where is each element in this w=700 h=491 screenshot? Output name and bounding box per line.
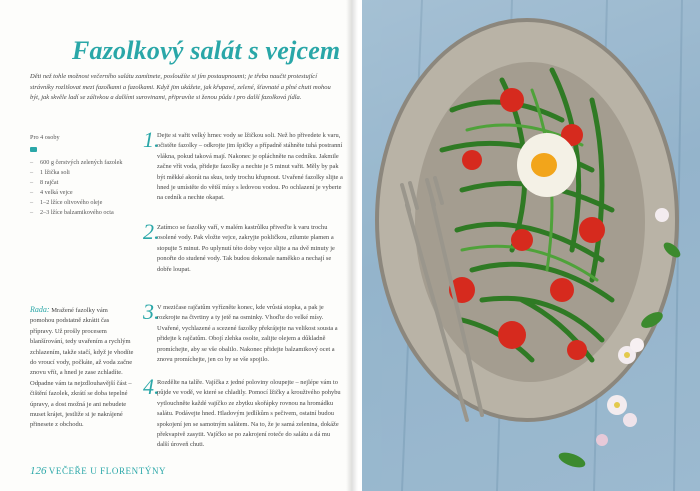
step-2	[143, 219, 343, 275]
tip-text: Mražené fazolky vám pomohou podstatně zkrátit čas přípravy. Už prošly procesem blanšírování, tedy uvařením a rychlým zchlazením, takže stačí, když je vhodíte do vroucí vody, počkáte, až voda začne znovu vřít, a hned je zase zchladíte. Odpadne vám ta nejzdlouhavější část – čištění fazolek, zkrátí se doba tepelné úpravy, a dost možná je ani nebudete muset krájet, jestliže si je nakrájené přinesete z obchodu.	[30, 307, 134, 429]
servings-label: Pro 4 osoby	[30, 134, 60, 141]
ingredient-item: – 8 rajčat	[30, 178, 130, 188]
page-number: 126	[30, 465, 47, 477]
step-text: Rozdělte na talíře. Vajíčka z jedné poloviny oloupejte – nejlépe vám to půjde ve vodě, ve které se chladily. Pomocí lžičky a krouživého pohybu vytlouchněte každé vajíčko ze zbytku skořápky rovnou na hromádku salátu. Podávejte hned. Hladovým jedlíkům s pečivem, ostatní budou spokojení jen se samotným salátem. Na to, že je samá zelenina, dokáže překvapivě zasytit. Vajíčko se po zakrojení roteče do salátu a dá mu další úroveň chuti.	[157, 379, 341, 449]
salad-photo	[362, 0, 700, 491]
salad-illustration	[362, 0, 700, 491]
step-text: Dejte si vařit velký hrnec vody se lžičkou soli. Než ho přivedete k varu, očistěte fazolky – odkrojte jim špičky a případně stáhněte tuhá postranní vlákna, pokud taková mají. Nakonec je opláchněte na cedníku. Jakmile začne vřít voda, přidejte fazolky a nechte je 5 minut vařit. Měly by pak být měkké akorát na skus, tedy trochu křupnout. Uvařené fazolky slijte a hned je umístěte do větší mísy s ledovou vodou. Po ochlazení je vyberte na cedník a nechte okapat.	[157, 132, 343, 202]
note-icon	[30, 147, 37, 152]
ingredient-item: – 600 g čerstvých zelených fazolek	[30, 158, 130, 168]
step-number: 3.	[143, 299, 160, 324]
ingredient-list	[30, 158, 130, 218]
ingredient-item: – 4 velká vejce	[30, 188, 130, 198]
book-gutter	[346, 0, 358, 491]
step-3	[143, 299, 343, 365]
step-number: 1.	[143, 127, 160, 152]
ingredient-item: – 1–2 lžíce olivového oleje	[30, 198, 130, 208]
ingredient-item: – 2–3 lžíce balzamikového octa	[30, 208, 130, 218]
step-text: Zatímco se fazolky vaří, v malém kastrůlku přiveďte k varu trochu osolené vody. Pak vložte vejce, zakryjte pokličkou, ztlumte plamen a stopujte 5 minut. Po uplynutí této doby vejce slijte a na dvě minuty je ponořte do studené vody. Tak budou dokonale naměkko a nechají se dobře loupat.	[157, 224, 335, 273]
step-4	[143, 374, 343, 451]
step-number: 4.	[143, 374, 160, 399]
recipe-intro: Děti než tohle možnost večerního salátu zamítnete, posloužíte si jím postaupnoumi; je třeba naučit protestující strávníky rozlišovat mezi fazolkami a fazolkami. Když jim ukážete, jak křupavé, zelené, šťavnaté a plné chuti mohou být, jak skvěle ladí se zálivkou a dalšími surovinami, připravíte si ženou půdu i pro další fazolková jídla.	[30, 73, 331, 101]
recipe-title: Fazolkový salát s vejcem	[72, 36, 341, 65]
tip-label: Rada:	[30, 305, 50, 314]
tip-box	[30, 305, 134, 431]
step-number: 2.	[143, 219, 160, 244]
ingredient-item: – 1 lžička soli	[30, 168, 130, 178]
step-1	[143, 127, 343, 204]
ingredients-column	[30, 133, 130, 218]
running-head: VEČEŘE U FLORENTÝNY	[48, 466, 167, 476]
step-text: V mezičase rajčatům vyřízněte konec, kde vrůstá stopka, a pak je rozkrojte na čtvrtiny a ty jetě na osminky. Vhoďte do velké mísy. Uvařené, vychlazené a scezené fazolky překrájejte na velikost sousta a přidejte k rajčatům. Obojí zlehka osolte, zalijte olejem a důkladně promíchejte, aby se vše obalilo. Nakonec přidejte balzamikový ocet a znovu promíchejte, jen co by se vše spojilo.	[157, 304, 338, 364]
soft-boiled-egg	[517, 133, 577, 197]
page-footer	[30, 465, 166, 477]
